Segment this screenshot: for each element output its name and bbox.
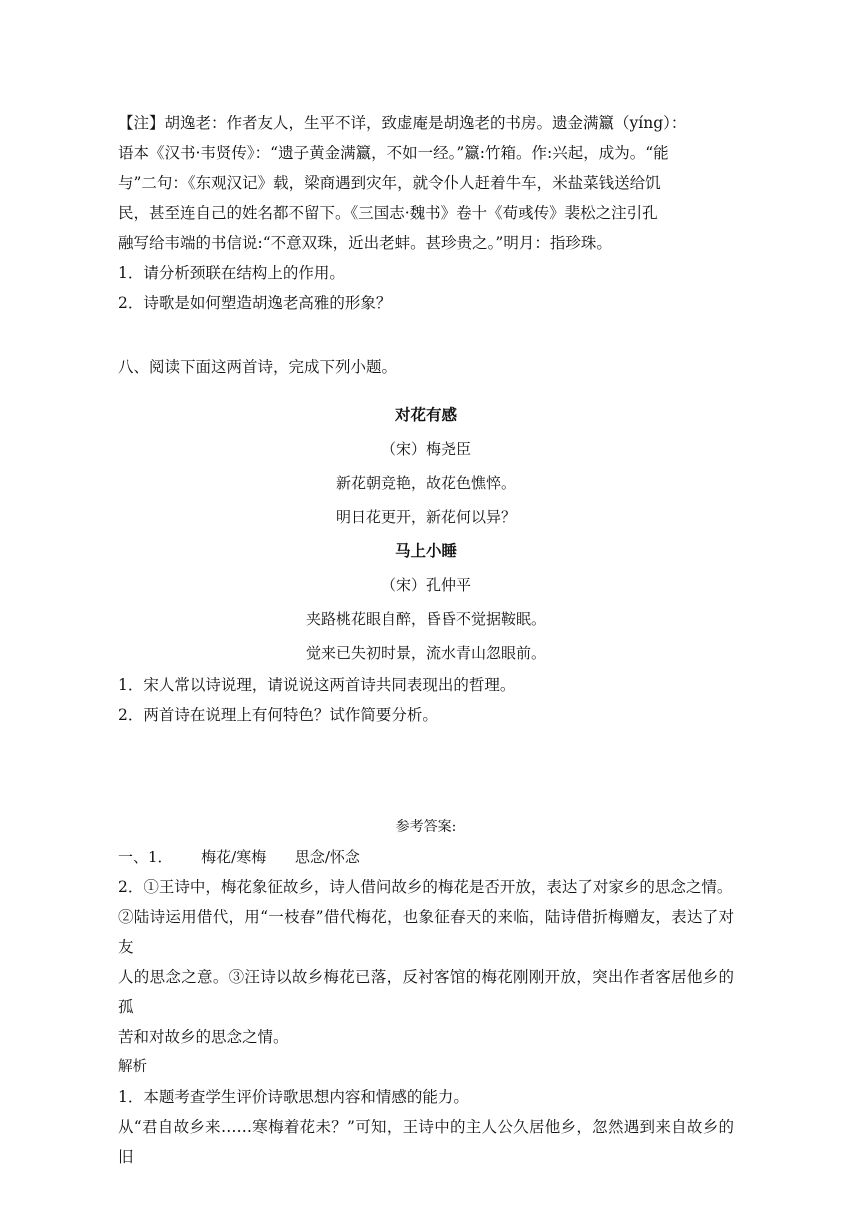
question-item: 2．诗歌是如何塑造胡逸老高雅的形象？ xyxy=(118,294,392,312)
poem-title: 马上小睡 xyxy=(394,541,457,560)
poem-line: 夹路桃花眼自醉，昏昏不觉据鞍眠。 xyxy=(305,609,546,628)
annotation-note xyxy=(118,108,734,258)
question-item: 1．请分析颈联在结构上的作用。 xyxy=(118,264,345,282)
poem-title: 对花有感 xyxy=(394,405,457,424)
analysis-label: 解析 xyxy=(118,1058,147,1075)
analysis-line: 1．本题考查学生评价诗歌思想内容和情感的能力。 xyxy=(118,1087,469,1106)
question-item: 2．两首诗在说理上有何特色？试作简要分析。 xyxy=(118,705,438,724)
note-line: 【注】胡逸老：作者友人，生平不详，致虚庵是胡逸老的书房。遗金满籝（yíng）： xyxy=(118,114,687,132)
section-heading: 八、阅读下面这两首诗，完成下列小题。 xyxy=(118,358,398,376)
document-page xyxy=(118,108,734,1172)
answers-heading: 参考答案: xyxy=(395,818,457,835)
question-item: 1．宋人常以诗说理，请说说这两首诗共同表现出的哲理。 xyxy=(118,675,516,694)
poem-author: （宋）梅尧臣 xyxy=(380,439,471,458)
analysis-line: 从“君自故乡来……寒梅着花未？”可知，王诗中的主人公久居他乡，忽然遇到来自故乡的旧 xyxy=(118,1117,734,1166)
answer-row: 一、1． 梅花/寒梅 思念/怀念 xyxy=(118,847,360,866)
answer-line: ②陆诗运用借代，用“一枝春”借代梅花，也象征春天的来临，陆诗借折梅赠友，表达了对友 xyxy=(118,907,734,956)
note-line: 与”二句：《东观汉记》载，梁商遇到灾年，就令仆人赶着牛车，米盐菜钱送给饥 xyxy=(118,174,661,192)
poem-author: （宋）孔仲平 xyxy=(380,575,471,594)
answer-line: 人的思念之意。③汪诗以故乡梅花已落，反衬客馆的梅花刚刚开放，突出作者客居他乡的孤 xyxy=(118,967,734,1016)
poem-1 xyxy=(118,398,734,534)
answer-line: 2．①王诗中，梅花象征故乡，诗人借问故乡的梅花是否开放，表达了对家乡的思念之情。 xyxy=(118,877,733,896)
poem-2 xyxy=(118,534,734,670)
poem-line: 新花朝竞艳，故花色憔悴。 xyxy=(335,473,516,492)
note-line: 融写给韦端的书信说:“不意双珠，近出老蚌。甚珍贵之。”明月：指珍珠。 xyxy=(118,234,612,252)
note-line: 民，甚至连自己的姓名都不留下。《三国志·魏书》卷十《荀彧传》裴松之注引孔 xyxy=(118,204,658,222)
poem-line: 觉来已失初时景，流水青山忽眼前。 xyxy=(305,643,546,662)
note-line: 语本《汉书·韦贤传》：“遗子黄金满籝，不如一经。”籝:竹箱。作:兴起，成为。“能 xyxy=(118,144,669,162)
answer-line: 苦和对故乡的思念之情。 xyxy=(118,1027,289,1046)
answer-paragraph xyxy=(118,872,734,1052)
poem-line: 明日花更开，新花何以异？ xyxy=(335,507,516,526)
